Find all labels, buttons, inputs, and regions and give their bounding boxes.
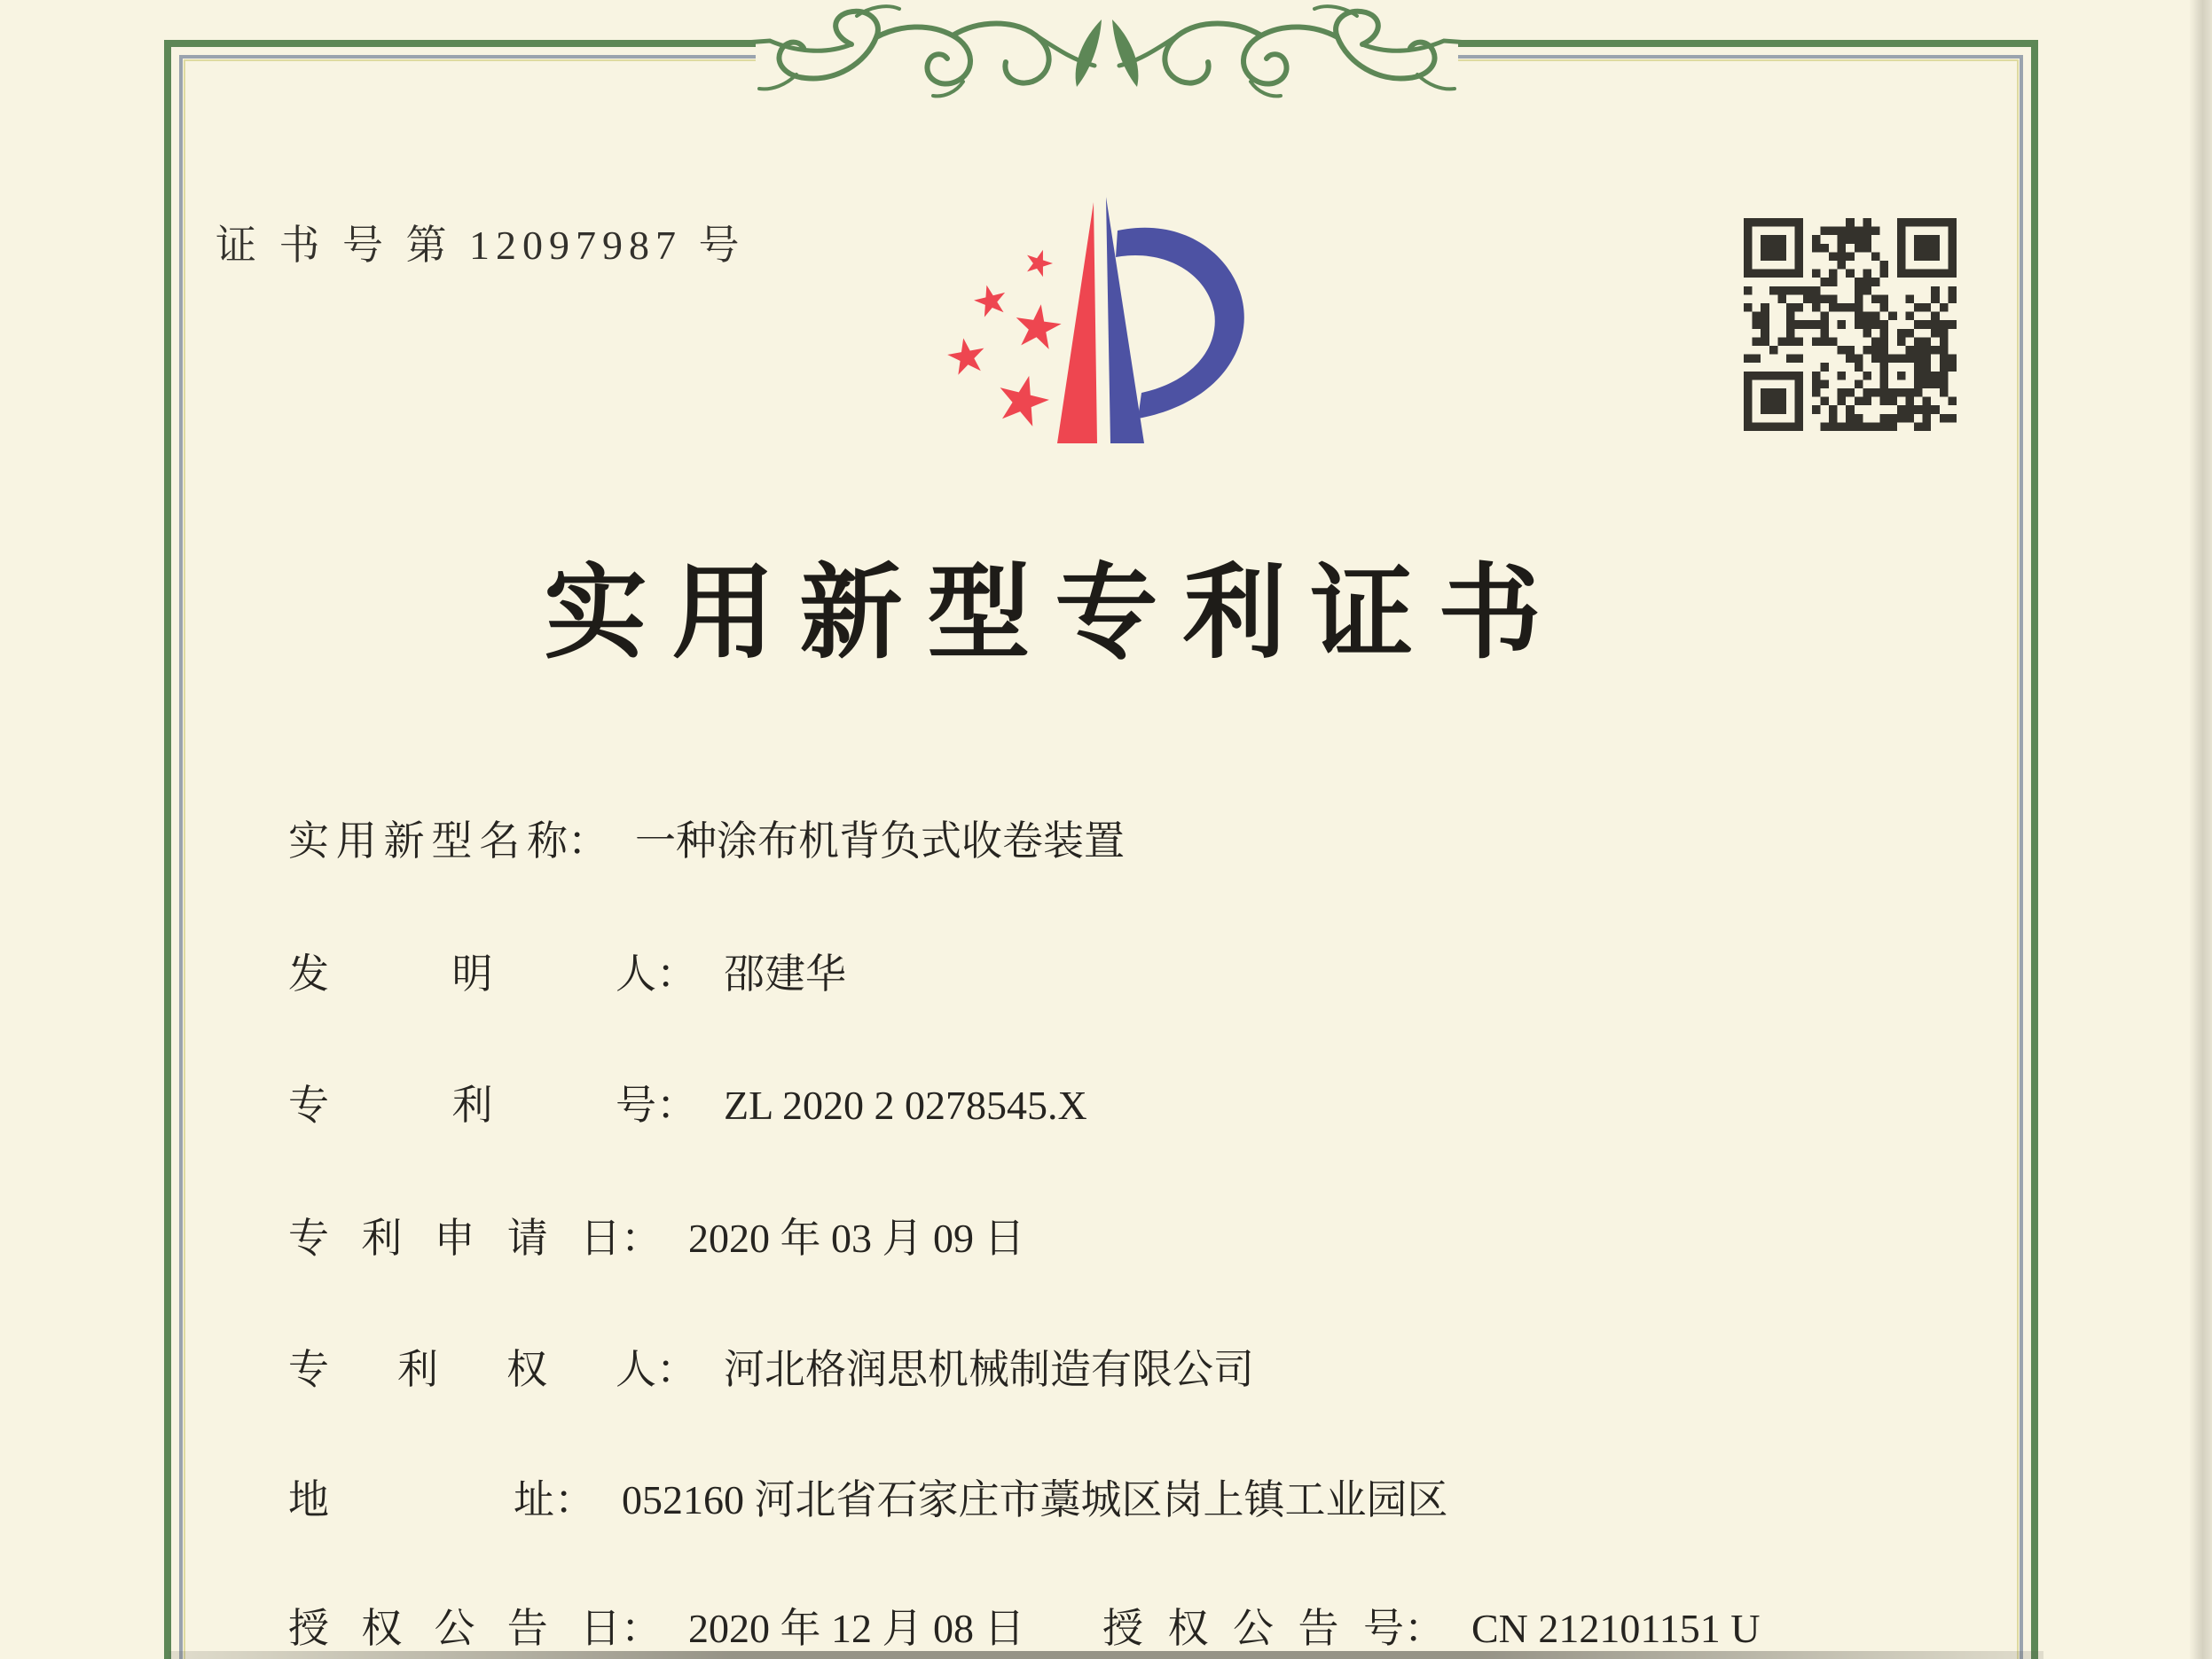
field-utility-model-name [288, 809, 1125, 867]
field-value: 一种涂布机背负式收卷装置 [635, 818, 1125, 864]
field-inventor [288, 942, 846, 1000]
scrollwork-ornament-icon [743, 0, 1471, 108]
field-label: 专利申请日 [288, 1216, 621, 1261]
field-value: CN 212101151 U [1471, 1606, 1761, 1651]
field-label: 授权公告号 [1102, 1606, 1404, 1651]
field-grant-publication-number [1102, 1596, 1760, 1655]
field-address [288, 1467, 1448, 1526]
field-value: ZL 2020 2 0278545.X [724, 1083, 1087, 1128]
field-label: 地址 [288, 1477, 554, 1522]
field-value: 2020 年 03 月 09 日 [688, 1216, 1025, 1261]
field-colon: ： [656, 1347, 697, 1392]
field-grant-date [288, 1606, 1025, 1651]
field-colon: ： [656, 951, 697, 997]
cnipa-logo-icon [936, 186, 1273, 454]
field-label: 专利权人 [288, 1347, 656, 1392]
field-value: 邵建华 [724, 951, 846, 997]
field-value: 河北格润思机械制造有限公司 [724, 1347, 1254, 1392]
field-filing-date [288, 1206, 1025, 1264]
field-colon: ： [554, 1477, 595, 1522]
field-colon: ： [568, 818, 608, 864]
field-colon: ： [656, 1083, 697, 1128]
scan-bottom-edge [169, 1651, 2043, 1659]
footer-row [288, 1596, 1761, 1655]
qr-code [1744, 218, 1957, 431]
field-patentee [288, 1337, 1254, 1396]
field-label: 专利号 [288, 1083, 656, 1128]
field-label: 发明人 [288, 951, 656, 997]
scan-right-edge [2189, 0, 2212, 1659]
field-value: 052160 河北省石家庄市藁城区岗上镇工业园区 [622, 1477, 1448, 1522]
field-colon: ： [1404, 1606, 1445, 1651]
field-colon: ： [621, 1606, 662, 1651]
field-patent-number [288, 1073, 1087, 1131]
certificate-title: 实用新型专利证书 [544, 558, 1566, 671]
certificate-number: 证 书 号 第 12097987 号 [216, 223, 746, 268]
field-value: 2020 年 12 月 08 日 [688, 1606, 1025, 1651]
field-label: 授权公告日 [288, 1606, 621, 1651]
field-label: 实用新型名称 [288, 818, 568, 864]
field-colon: ： [621, 1216, 662, 1261]
